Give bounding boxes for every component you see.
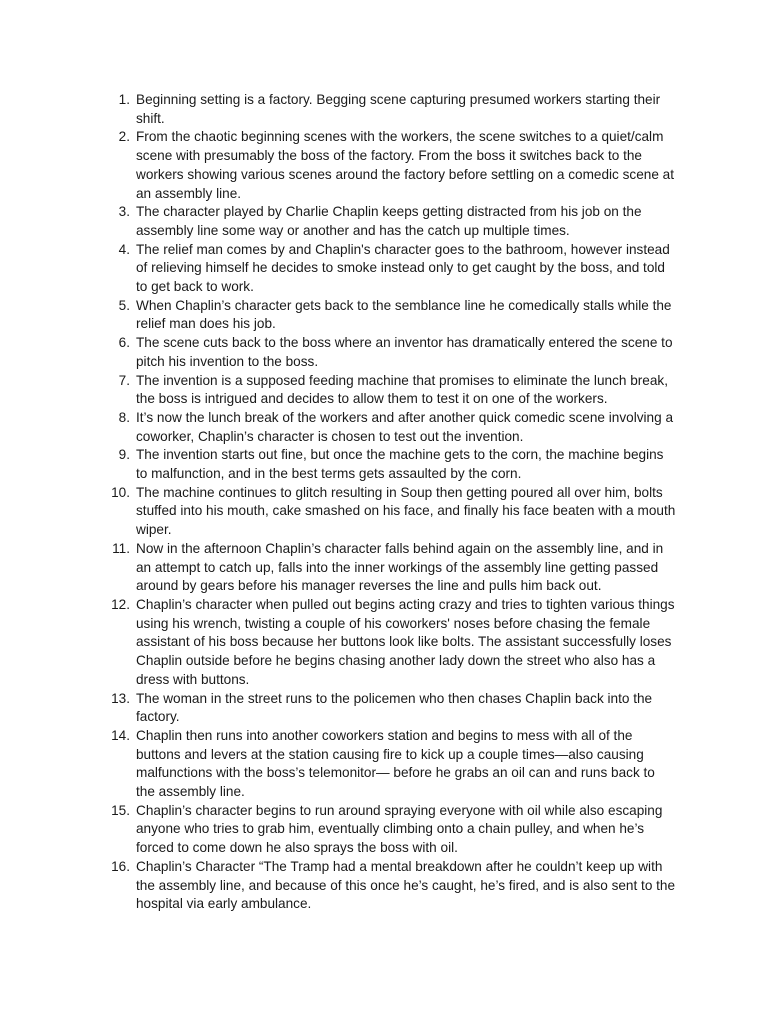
list-item: [0, 334, 676, 371]
list-text: The invention is a supposed feeding machine that promises to eliminate the lunch break, the boss is intrigued and decides to allow them to test it on one of the workers.: [136, 372, 668, 407]
list-item: [0, 409, 676, 446]
list-number: 3.: [118, 204, 130, 220]
list-text: The character played by Charlie Chaplin keeps getting distracted from his job on the assembly line some way or another and has the catch up multiple times.: [136, 204, 642, 238]
list-text: It’s now the lunch break of the workers and after another quick comedic scene involving a coworker, Chaplin’s character is chosen to test out the invention.: [136, 409, 673, 444]
list-item: [0, 484, 676, 540]
list-number: 10.: [111, 484, 130, 500]
list-text: Beginning setting is a factory. Begging scene capturing presumed workers starting their shift.: [136, 92, 661, 126]
list-text: Chaplin’s character when pulled out begins acting crazy and tries to tighten various things using his wrench, twisting a couple of his coworkers' noses before chasing the female assistant of his boss because her buttons look like bolts. The assistant successfully loses Chaplin outside before he begins chasing another lady down the street who also has a dress with buttons.: [136, 596, 675, 687]
list-number: 4.: [118, 241, 130, 257]
list-number: 14.: [111, 727, 130, 743]
list-number: 7.: [118, 372, 130, 388]
list-text: The scene cuts back to the boss where an inventor has dramatically entered the scene to pitch his invention to the boss.: [136, 335, 673, 369]
list-item: [0, 128, 676, 203]
list-number: 2.: [118, 129, 130, 145]
list-item: [0, 203, 676, 240]
list-number: 1.: [118, 92, 130, 107]
list-item: [0, 802, 676, 858]
list-text: From the chaotic beginning scenes with the workers, the scene switches to a quiet/calm scene with presumably the boss of the factory. From the boss it switches back to the workers showing various scenes around the factory before settling on a comedic scene at an assembly line.: [136, 129, 674, 201]
list-text: Chaplin’s character begins to run around spraying everyone with oil while also escaping anyone who tries to grab him, eventually climbing onto a chain pulley, and when he’s forced to come down he also sprays the boss with oil.: [136, 802, 663, 856]
list-number: 13.: [111, 690, 130, 706]
list-item: [0, 690, 676, 727]
list-text: Chaplin’s Character “The Tramp had a mental breakdown after he couldn’t keep up with the assembly line, and because of this once he’s caught, he’s fired, and is also sent to the hospital via early ambulance.: [136, 858, 676, 912]
list-number: 11.: [112, 540, 130, 556]
list-number: 16.: [111, 858, 130, 874]
list-text: The woman in the street runs to the policemen who then chases Chaplin back into the factory.: [136, 690, 653, 725]
list-item: [0, 297, 676, 334]
list-item: [0, 858, 676, 914]
list-text: The machine continues to glitch resulting in Soup then getting poured all over him, bolts stuffed into his mouth, cake smashed on his face, and finally his face beaten with a mouth wiper.: [136, 484, 676, 538]
list-item: [0, 596, 676, 690]
list-item: [0, 446, 676, 483]
list-number: 9.: [118, 447, 130, 463]
list-text: The invention starts out fine, but once the machine gets to the corn, the machine begins to malfunction, and in the best terms gets assaulted by the corn.: [136, 447, 664, 482]
list-item: [0, 540, 676, 596]
list-number: 8.: [118, 409, 130, 425]
list-text: The relief man comes by and Chaplin's character goes to the bathroom, however instead of relieving himself he decides to smoke instead only to get caught by the boss, and told to get back to work.: [136, 241, 670, 295]
numbered-list: [0, 91, 768, 914]
list-number: 12.: [111, 596, 130, 612]
list-item: [0, 727, 676, 802]
list-item: [0, 91, 676, 128]
list-number: 5.: [118, 297, 130, 313]
list-item: [0, 372, 676, 409]
list-number: 15.: [111, 802, 130, 818]
list-text: Now in the afternoon Chaplin’s character falls behind again on the assembly line, and in an attempt to catch up, falls into the inner workings of the assembly line getting passed around by gears before his manager reverses the line and pulls him back out.: [136, 540, 664, 594]
list-number: 6.: [118, 335, 130, 351]
list-text: Chaplin then runs into another coworkers station and begins to mess with all of the buttons and levers at the station causing fire to kick up a couple times—also causing malfunctions with the boss’s telemonitor— before he grabs an oil can and runs back to the assembly line.: [136, 727, 655, 800]
list-text: When Chaplin’s character gets back to the semblance line he comedically stalls while the relief man does his job.: [136, 297, 672, 332]
list-item: [0, 241, 676, 297]
